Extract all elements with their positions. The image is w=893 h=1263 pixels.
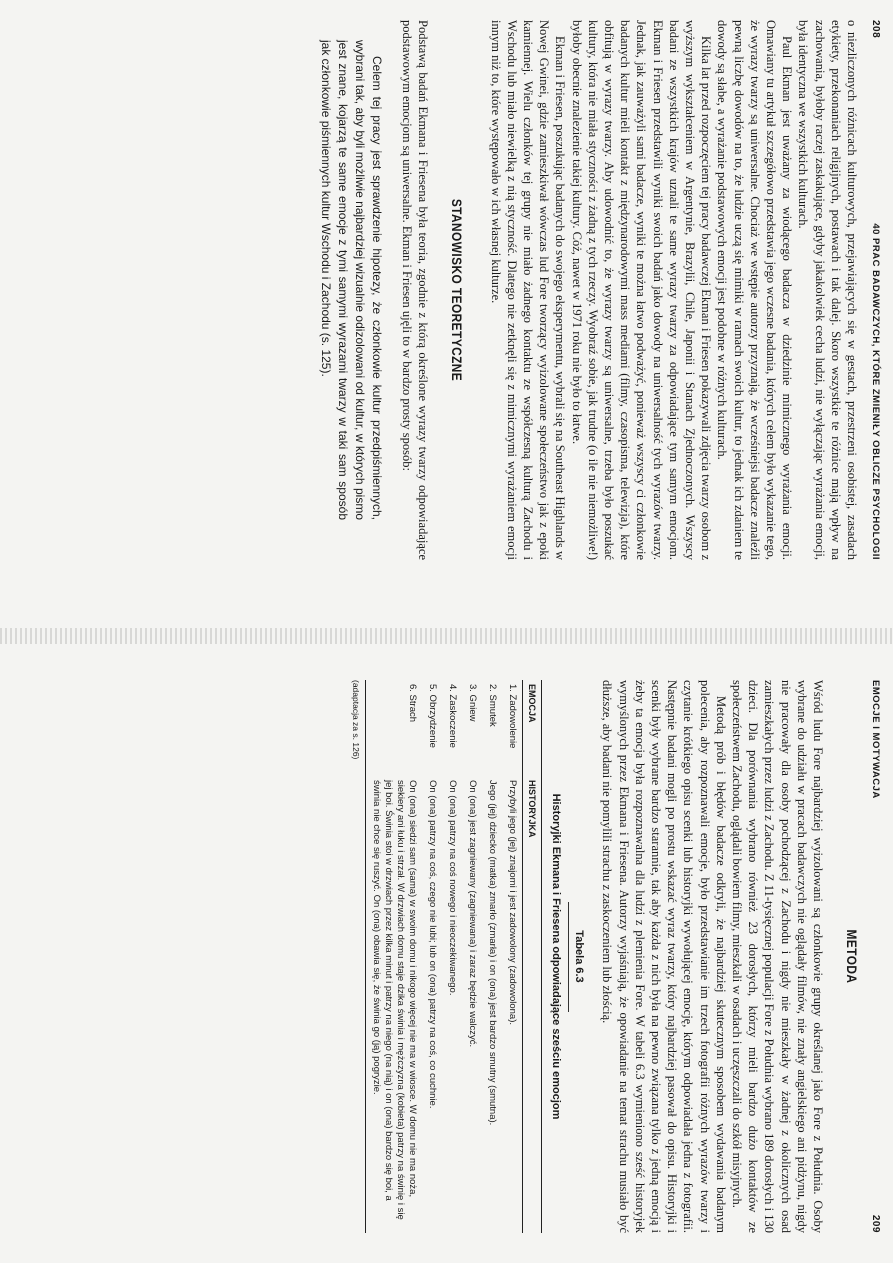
story-cell: On (ona) patrzy na coś nowego i nieoczekiwanego.	[447, 780, 459, 996]
table-caption: Tabela 6.3	[573, 930, 586, 983]
paragraph: Ekman i Friesen, poszukując badanych do swojego eksperymentu, wybrali się na Southeast Highlands w Nowej Gwinei, gdzie zamieszkiwał wówczas lud Fore tworzący wyizolowane społeczeństwo jak z epoki kamiennej. Wielu członków tej grupy nie miało żadnego kontaktu ze współczesną kulturą Zachodu i Wschodu lub miało niewielką z nią styczność. Dlatego nie zetknęli się z mimicznymi wyrażaniem emocji innym niż to, które występowało w ich własnej kulturze.	[488, 20, 568, 560]
story-cell: On (ona) siedzi sam (sama) w swoim domu i nikogo więcej nie ma w wiosce. W domu nie ma noża, siekiery ani łuku i strzał. W drzwiach domu staje dzika świnia i mężczyzna (kobieta) patrzy na świnię i się jej boi. Świnia stoi w drzwiach przez kilka minut i patrzy na niego (na nią) i on (ona) bardzo się boi, a świnia nie chce się ruszyć. On (ona) obawia się, że świnia go (ją) pogryzie.	[366, 776, 423, 1233]
quote-text: Celem tej pracy jest sprawdzenie hipotezy, że członkowie kultur przedpiśmiennych, wybrani tak, aby byli możliwie najbardziej wizualnie odizolowani od kultur, w których pismo jest znane, kojarzą te same emocje z tymi samymi wyrazami twarzy w taki sam sposób jak członkowie piśmiennych kultur Wschodu i Zachodu (s. 125).	[318, 40, 384, 520]
header-emotion: EMOCJA	[523, 680, 542, 776]
paragraph: Paul Ekman jest uważany za wiodącego badacza w dziedzinie mimicznego wyrażania emocji. Omawiany tu artykuł szczegółowo przedstawia jego wczesne badania, których celem było wykazanie tego, że wyrazy twarzy są uniwersalne. Chociaż we wstępie autorzy przyznają, że wcześniejsi badacze znaleźli pewną liczbę dowodów na to, że ludzie uczą się mimiki w ramach swoich kultur, to jednak ich zdaniem te dowody są słabe, a wyrażanie podstawowych emocji jest podobne w różnych kulturach.	[715, 20, 795, 560]
page-209	[0, 640, 893, 1263]
emotion-cell: 3. Gniew	[467, 684, 479, 722]
table-row	[462, 680, 482, 1233]
header-story: HISTORYJKA	[523, 776, 542, 1233]
running-title: EMOCJE I MOTYWACJA	[870, 680, 881, 799]
section-heading: STANOWISKO TEORETYCZNE	[449, 198, 466, 382]
section-heading: METODA	[844, 929, 860, 984]
story-cell: Przybyli jego (jej) znajomi i jest zadowolony (zadowolona).	[507, 780, 519, 1025]
paragraph: Wśród ludu Fore najbardziej wyizolowani są członkowie grupy określanej jako Fore z Południa. Osoby wybrane do udziału w pracach badawczych nie oglądały filmów, nie znały angielskiego ani pidżynu, nigdy nie pracowały dla osoby pochodzącej z Zachodu i nigdy nie mieszkały w żadnej z okolicznych osad zamieszkałych przez ludzi z Zachodu. Z 11-tysięcznej populacji Fore z Południa wybrano 189 dorosłych i 130 dzieci. Dla porównania wybrano również 23 dorosłych, którzy mieli bardzo dużo kontaktów ze społeczeństwem Zachodu, oglądali bowiem filmy, mieszkali w osadach i uczęszczali do szkół misyjnych.	[729, 680, 825, 1233]
hypothesis-quote	[317, 40, 385, 520]
emotion-cell: 4. Zaskoczenie	[447, 684, 459, 748]
page-208	[0, 0, 893, 600]
paragraph: Kilka lat przed rozpoczęciem tej pracy badawczej Ekman i Friesen pokazywali zdjęcia twarzy osobom z wyższym wykształceniem w Argentynie, Brazylii, Chile, Japonii i Stanach Zjednoczonych. Wszyscy badani ze wszystkich krajów uznali te same wyrazy twarzy za odpowiadające tym samym emocjom. Ekman i Friesen przedstawili wyniki swoich badań jako dowody na uniwersalność tych wyrazów twarzy. Jednak, jak zauważyli sami badacze, wyniki te można łatwo podważyć, ponieważ wszyscy ci członkowie badanych kultur mieli kontakt z międzynarodowymi mass mediami (filmy, czasopisma, telewizja), które obfitują w wyrazy twarzy. Aby udowodnić to, że wyrazy twarzy są uniwersalne, trzeba było poszukać kultury, która nie miała styczności z żadną z tych rzeczy. Wyobraź sobie, jak trudne (o ile nie niemożliwe!) byłoby obecnie znalezienie takiej kultury. Cóż, nawet w 1971 roku nie było to łatwe.	[569, 20, 714, 560]
story-cell: On (ona) patrzy na coś, czego nie lubi; lub on (ona) patrzy na coś, co cuchnie.	[427, 780, 439, 1109]
running-head-left	[870, 20, 881, 560]
table-row	[442, 680, 462, 1233]
page-number: 209	[870, 1214, 881, 1233]
table-row	[502, 680, 523, 1233]
table-header-row	[523, 680, 542, 1233]
emotion-cell: 1. Zadowolenie	[507, 684, 519, 749]
emotion-cell: 2. Smutek	[487, 684, 499, 727]
emotion-cell: 5. Obrzydzenie	[427, 684, 439, 748]
table-row	[366, 680, 423, 1233]
emotion-table	[365, 680, 542, 1233]
page-number: 208	[870, 20, 881, 39]
paragraph: Metodą prób i błędów badacze odkryli, że najbardziej skutecznym sposobem wydawania badanym polecenia, aby rozpoznawali emocje, było przedstawianie im trzech fotografii różnych wyrazów twarzy i czytanie krótkiego opisu scenki lub historyjki wywołującej emocję, którym odpowiadała jedna z fotografii. Następnie badani mogli po prostu wskazać wyraz twarzy, który najbardziej pasował do opisu. Historyjki i scenki były wybrane bardzo starannie, tak aby każda z nich była na pewno związana tylko z jedną emocją i żeby ta emocja była rozpoznawalna dla ludzi z plemienia Fore. W tabeli 6.3 wymieniono sześć historyjek wymyślonych przez Ekmana i Friesena. Autorzy wyjaśniają, że opowiadanie na temat strachu musiało być dłuższe, aby badani nie pomylili strachu z zaskoczeniem lub złością.	[600, 680, 728, 1233]
table-source: (adaptacja za s. 126)	[351, 680, 362, 760]
paragraph: o niezliczonych różnicach kulturowych, przejawiających się w gestach, przestrzeni osobistej, zasadach etykiety, przekonaniach religijnych, postawach i tak dalej. Skoro wszystkie te różnice mają wpływ na zachowania, byłoby raczej zaskakujące, gdyby jakakolwiek cecha ludzi, nie wyłączając wyrażania emocji, była identyczna we wszystkich kulturach.	[796, 20, 859, 560]
story-cell: Jego (jej) dziecko (matka) zmarło (zmarła) i on (ona) jest bardzo smutny (smutna).	[487, 780, 499, 1126]
story-cell: On (ona) jest zagniewany (zagniewana) i zaraz będzie walczyć.	[467, 780, 479, 1048]
emotion-cell: 6. Strach	[366, 680, 423, 776]
table-row	[422, 680, 442, 1233]
paragraph: Podstawą badań Ekmana i Friesena była teoria, zgodnie z którą określone wyrazy twarzy odpowiadające podstawowym emocjom są uniwersalne. Ekman i Friesen ujęli to w bardzo prosty sposób:	[400, 20, 431, 560]
running-head-right	[870, 680, 881, 1233]
table-row	[482, 680, 502, 1233]
running-title: 40 PRAC BADAWCZYCH, KTÓRE ZMIENIŁY OBLICZE PSYCHOLOGII	[870, 223, 881, 560]
caption-rule	[568, 902, 569, 1012]
table-subcaption: Historyjki Ekmana i Friesena odpowiadające sześciu emocjom	[550, 793, 563, 1120]
